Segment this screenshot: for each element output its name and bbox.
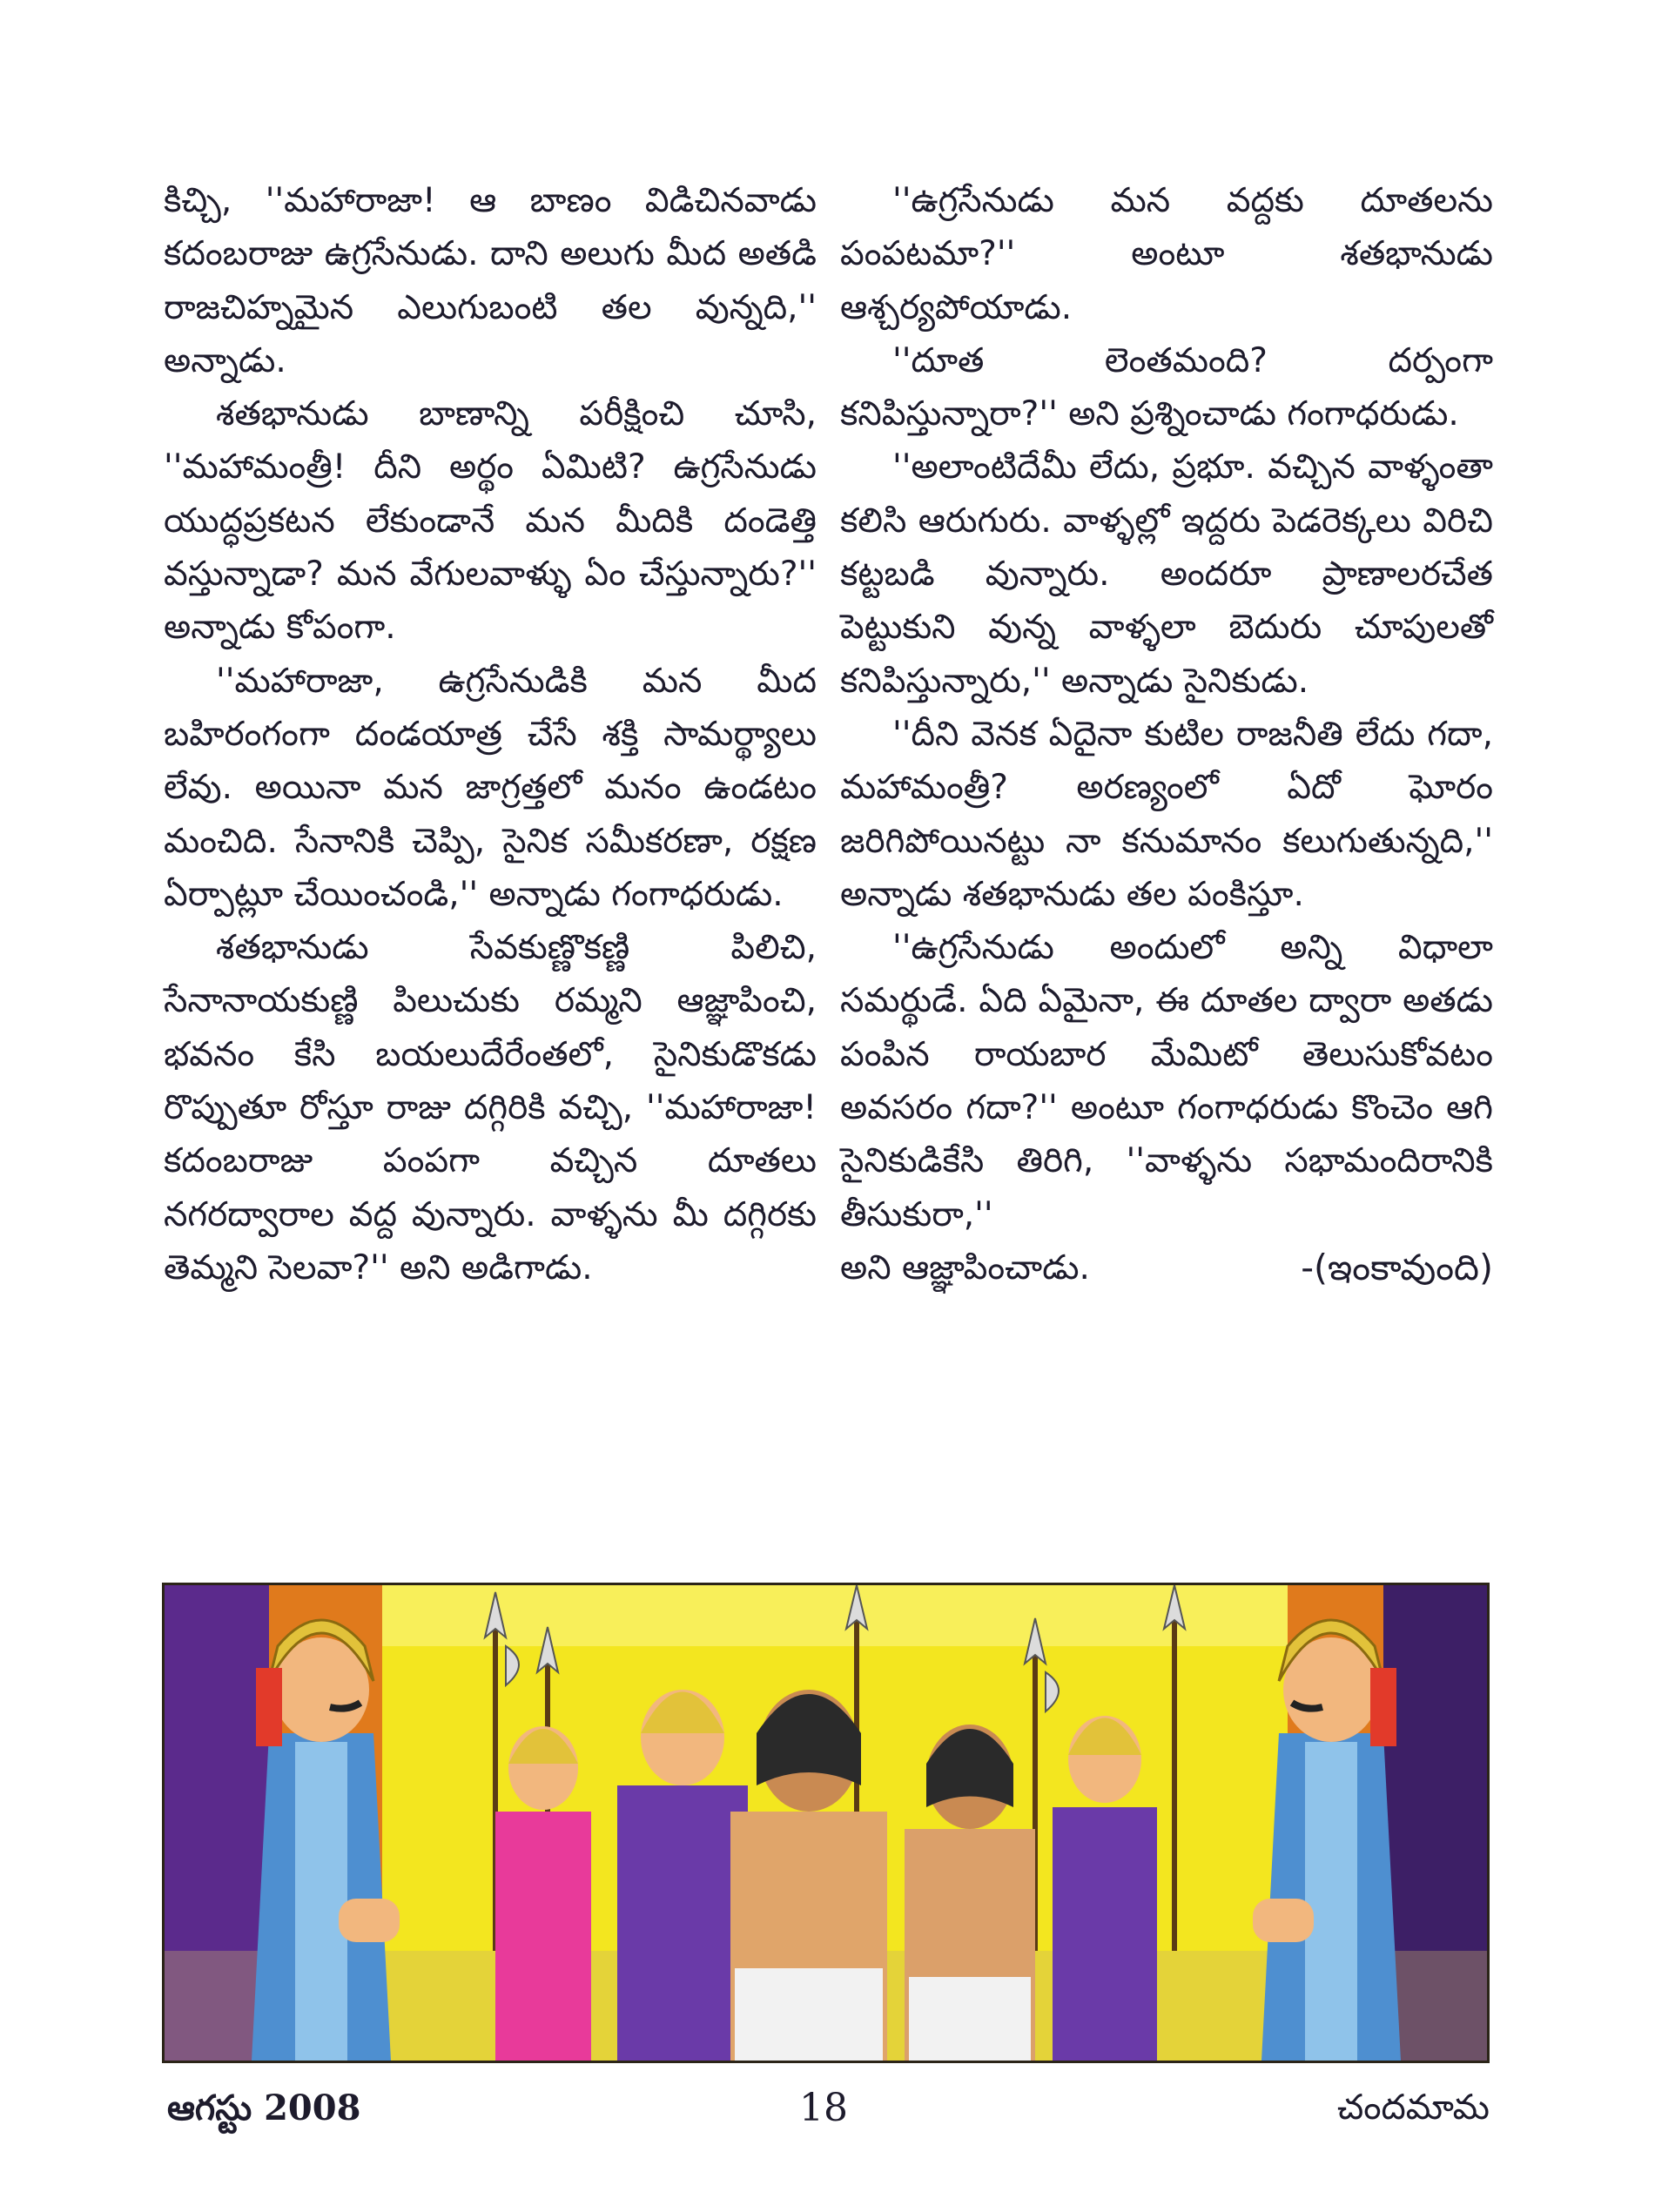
sky-glow: [382, 1585, 1288, 1646]
paragraph: ''ఉగ్రసేనుడు అందులో అన్ని విధాలా సమర్థుడే. ఏది ఏమైనా, ఈ దూతల ద్వారా అతడు పంపిన రాయబార మేమిటో తెలుసుకోవటం అవసరం గదా?'' అంటూ గంగాధరుడు కొంచెం ఆగి సైనికుడికేసి తిరిగి, ''వాళ్ళను సభామందిరానికి తీసుకురా,'': [840, 928, 1493, 1234]
closing-text: అని ఆజ్ఞాపించాడు.: [840, 1247, 1090, 1288]
left-column: [164, 174, 817, 1294]
footer-date: ఆగస్టు 2008: [167, 2088, 361, 2128]
footer-magazine-name: చందమామ: [1336, 2088, 1490, 2128]
paragraph: కిచ్చి, ''మహారాజా! ఆ బాణం విడిచినవాడు కదంబరాజు ఉగ్రసేనుడు. దాని అలుగు మీద అతడి రాజచిహ్నమైన ఎలుగుబంటి తల వున్నది,'' అన్నాడు.: [164, 181, 817, 380]
story-illustration: [162, 1583, 1490, 2063]
closing-line: [840, 1241, 1493, 1294]
paragraph: శతభానుడు సేవకుణ్ణొకణ్ణి పిలిచి, సేనానాయకుణ్ణి పిలుచుకు రమ్మని ఆజ్ఞాపించి, భవనం కేసి బయలుదేరేంతలో, సైనికుడొకడు రొప్పుతూ రోస్తూ రాజు దగ్గిరికి వచ్చి, ''మహారాజా! కదంబరాజు పంపగా వచ్చిన దూతలు నగరద్వారాల వద్ద వున్నారు. వాళ్ళను మీ దగ్గిరకు తెమ్మని సెలవా?'' అని అడిగాడు.: [164, 928, 817, 1288]
paragraph: ''ఉగ్రసేనుడు మన వద్దకు దూతలను పంపటమా?'' అంటూ శతభానుడు ఆశ్చర్యపోయాడు.: [840, 181, 1493, 327]
right-column: [840, 174, 1493, 1294]
continued-label: -(ఇంకావుంది): [1301, 1246, 1493, 1288]
paragraph: ''దీని వెనక ఏదైనా కుటిల రాజనీతి లేదు గదా, మహామంత్రీ? అరణ్యంలో ఏదో ఘోరం జరిగిపోయినట్టు నా కనుమానం కలుగుతున్నది,'' అన్నాడు శతభానుడు తల పంకిస్తూ.: [840, 714, 1493, 914]
paragraph: ''దూత లెంతమంది? దర్పంగా కనిపిస్తున్నారా?'' అని ప్రశ్నించాడు గంగాధరుడు.: [840, 340, 1493, 434]
page-number: 18: [799, 2086, 848, 2130]
paragraph: ''అలాంటిదేమీ లేదు, ప్రభూ. వచ్చిన వాళ్ళంతా కలిసి ఆరుగురు. వాళ్ళల్లో ఇద్దరు పెడరెక్కలు విరిచి కట్టబడి వున్నారు. అందరూ ప్రాణాలరచేత పెట్టుకుని వున్న వాళ్ళలా బెదురు చూపులతో కనిపిస్తున్నారు,'' అన్నాడు సైనికుడు.: [840, 447, 1493, 701]
paragraph: ''మహారాజా, ఉగ్రసేనుడికి మన మీద బహిరంగంగా దండయాత్ర చేసే శక్తి సామర్థ్యాలు లేవు. అయినా మన జాగ్రత్తలో మనం ఉండటం మంచిది. సేనానికి చెప్పి, సైనిక సమీకరణా, రక్షణ ఏర్పాట్లూ చేయించండి,'' అన్నాడు గంగాధరుడు.: [164, 661, 817, 914]
paragraph: శతభానుడు బాణాన్ని పరీక్షించి చూసి, ''మహామంత్రీ! దీని అర్థం ఏమిటి? ఉగ్రసేనుడు యుద్ధప్రకటన లేకుండానే మన మీదికి దండెత్తి వస్తున్నాడా? మన వేగులవాళ్ళు ఏం చేస్తున్నారు?'' అన్నాడు కోపంగా.: [164, 394, 817, 648]
